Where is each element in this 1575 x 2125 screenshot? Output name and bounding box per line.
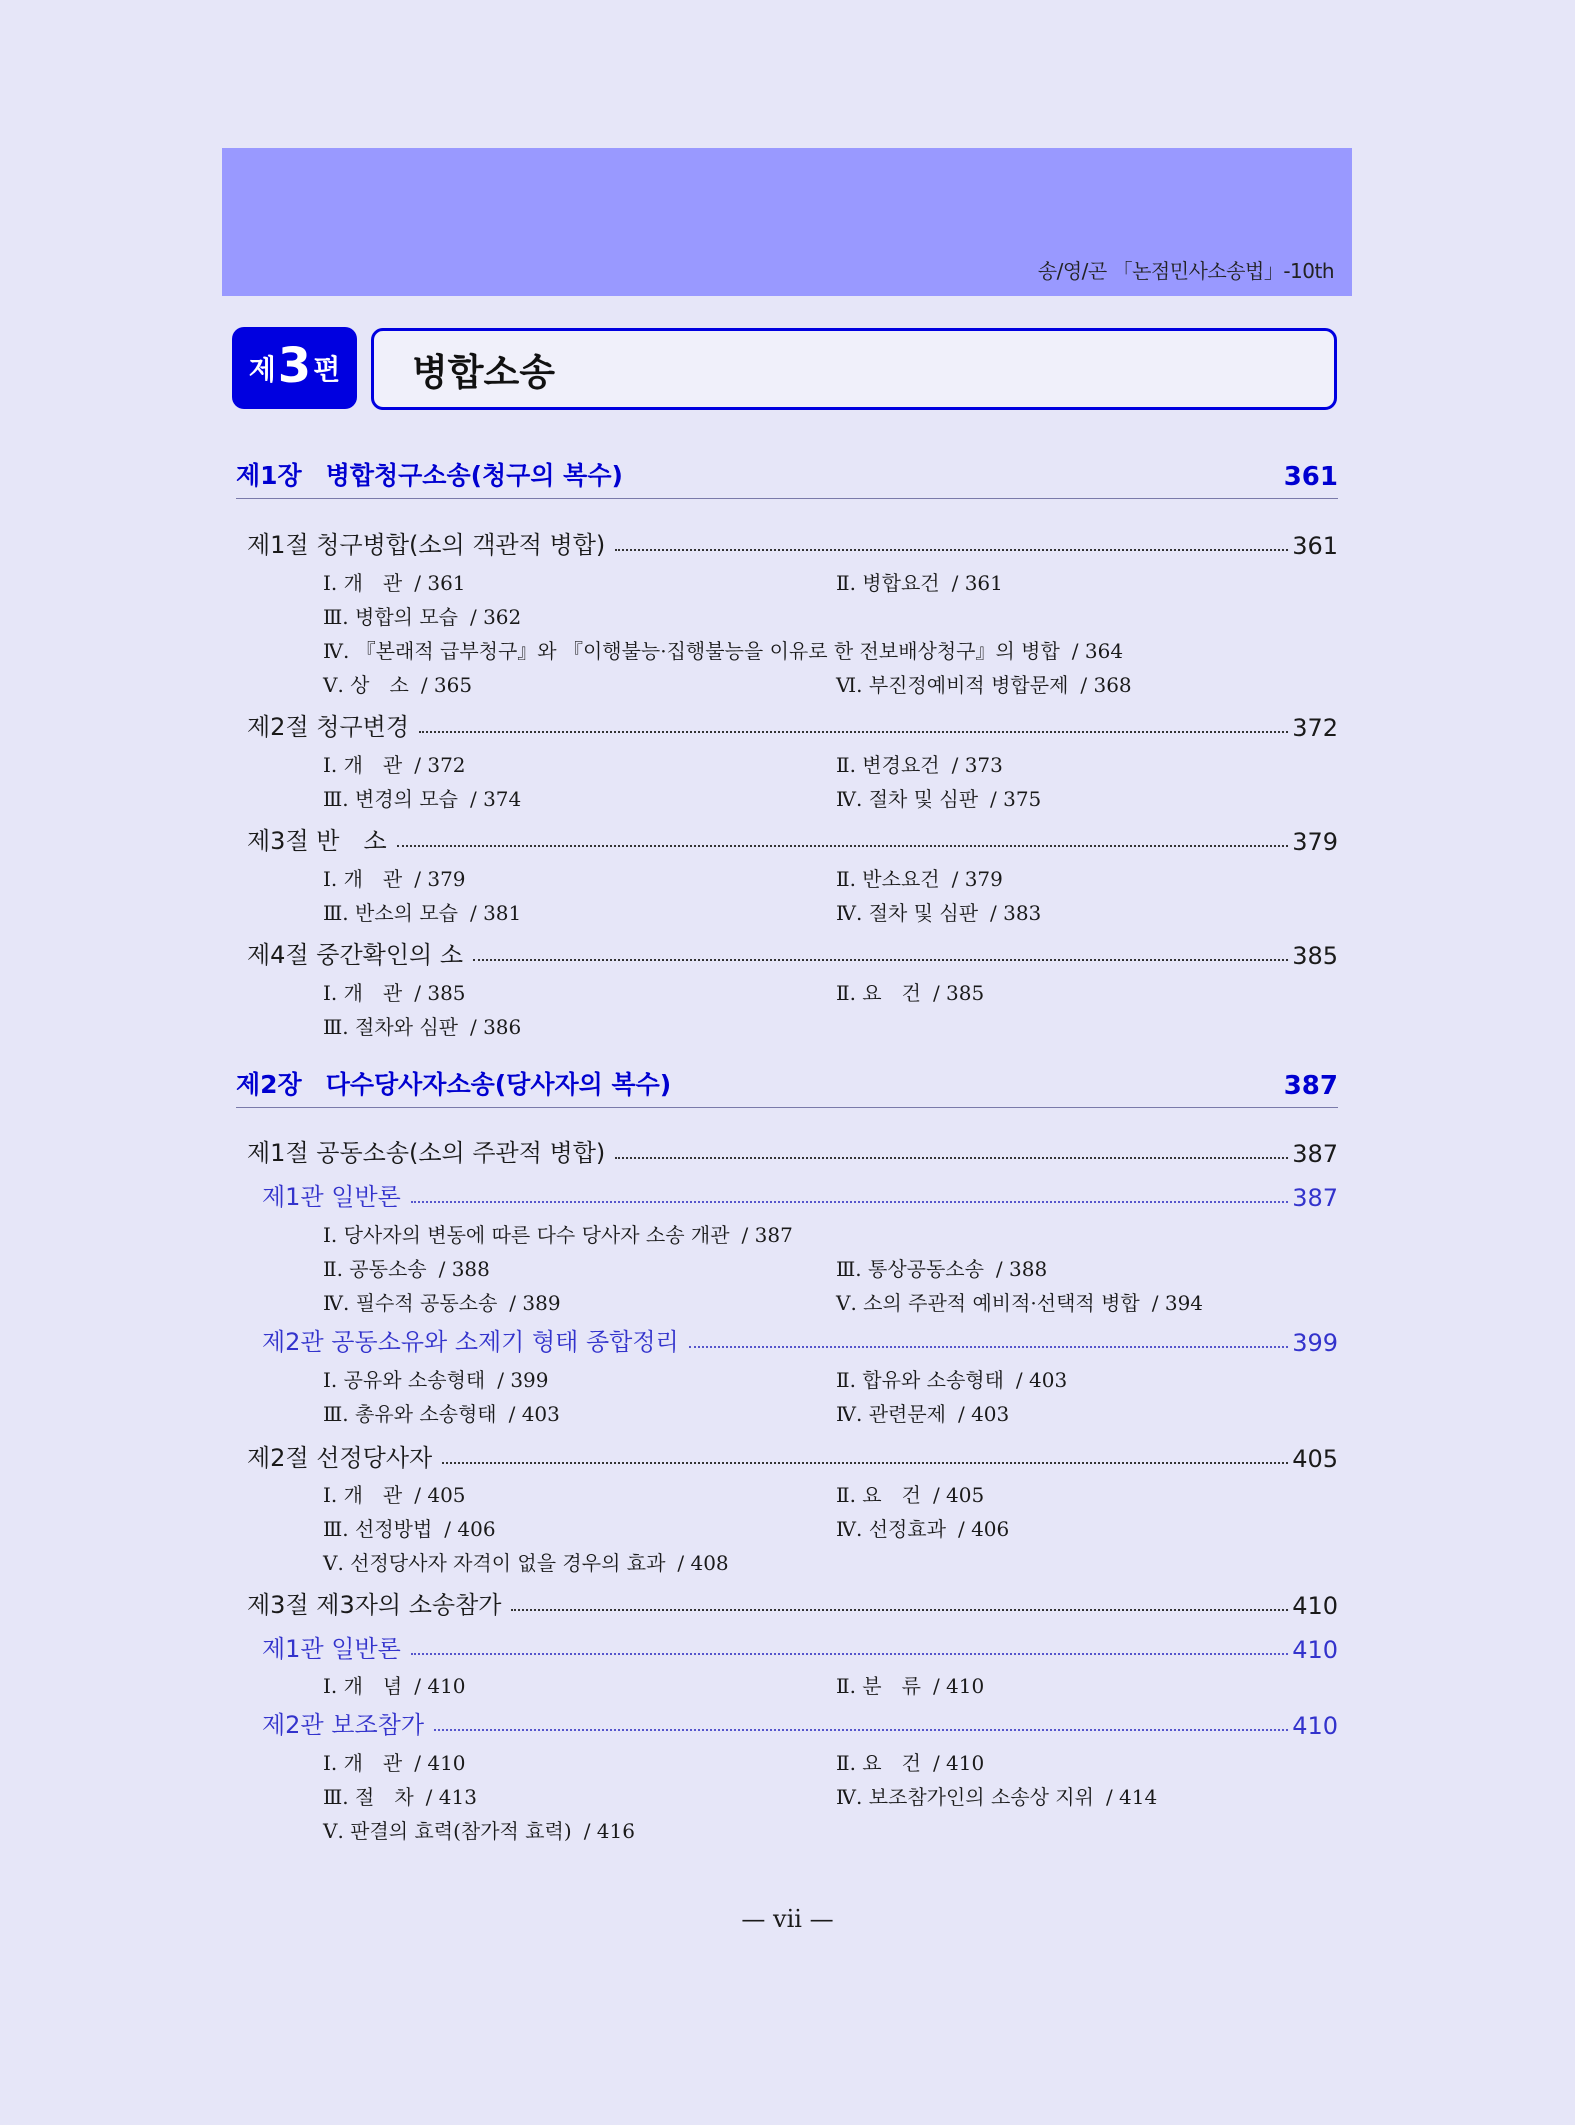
subsection-entry[interactable] [262, 1630, 1338, 1664]
subsection-page: 410 [1292, 1712, 1338, 1740]
part-title-box [371, 328, 1337, 410]
section-title: 제1절 청구병합(소의 객관적 병합) [247, 531, 606, 559]
chapter-number: 제1장 [236, 461, 302, 490]
section-page: 372 [1292, 714, 1338, 742]
section-title: 제1절 공동소송(소의 주관적 병합) [247, 1139, 606, 1167]
item-entry[interactable]: Ⅰ. 개 관 / 405 [323, 1483, 466, 1507]
item-entry[interactable]: Ⅰ. 당사자의 변동에 따른 다수 당사자 소송 개관 / 387 [323, 1223, 793, 1247]
item-entry[interactable]: Ⅰ. 개 관 / 410 [323, 1751, 466, 1775]
item-entry[interactable]: Ⅱ. 변경요건 / 373 [836, 753, 1003, 777]
section-entry[interactable] [247, 822, 1338, 856]
item-entry[interactable]: Ⅰ. 개 관 / 361 [323, 571, 466, 595]
item-entry[interactable]: Ⅲ. 절차와 심판 / 386 [323, 1015, 522, 1039]
part-badge [232, 327, 357, 409]
item-entry[interactable]: Ⅲ. 반소의 모습 / 381 [323, 901, 522, 925]
item-entry[interactable]: Ⅰ. 개 관 / 379 [323, 867, 466, 891]
header-band [222, 148, 1352, 296]
item-entry[interactable]: Ⅳ. 절차 및 심판 / 383 [836, 901, 1042, 925]
item-entry[interactable]: Ⅴ. 선정당사자 자격이 없을 경우의 효과 / 408 [323, 1551, 729, 1575]
item-entry[interactable]: Ⅲ. 변경의 모습 / 374 [323, 787, 522, 811]
item-entry[interactable]: Ⅱ. 합유와 소송형태 / 403 [836, 1368, 1068, 1392]
item-entry[interactable]: Ⅲ. 병합의 모습 / 362 [323, 605, 522, 629]
section-page: 405 [1292, 1445, 1338, 1473]
section-entry[interactable] [247, 1134, 1338, 1168]
chapter-title: 다수당사자소송(당사자의 복수) [325, 1070, 672, 1099]
item-entry[interactable]: Ⅲ. 절 차 / 413 [323, 1785, 477, 1809]
chapter-title: 병합청구소송(청구의 복수) [325, 461, 623, 490]
section-entry[interactable] [247, 1586, 1338, 1620]
section-page: 387 [1292, 1140, 1338, 1168]
section-page: 379 [1292, 828, 1338, 856]
section-title: 제2절 선정당사자 [247, 1444, 433, 1472]
subsection-title: 제2관 공동소유와 소제기 형태 종합정리 [262, 1328, 679, 1356]
item-entry[interactable]: Ⅳ. 『본래적 급부청구』와 『이행불능·집행불능을 이유로 한 전보배상청구』의 병합 / 364 [323, 639, 1124, 663]
section-page: 385 [1292, 942, 1338, 970]
item-entry[interactable]: Ⅲ. 총유와 소송형태 / 403 [323, 1402, 560, 1426]
item-entry[interactable]: Ⅳ. 필수적 공동소송 / 389 [323, 1291, 561, 1315]
item-entry[interactable]: Ⅴ. 판결의 효력(참가적 효력) / 416 [323, 1819, 635, 1843]
item-entry[interactable]: Ⅱ. 분 류 / 410 [836, 1674, 985, 1698]
subsection-entry[interactable] [262, 1323, 1338, 1357]
chapter-page: 361 [1283, 462, 1338, 492]
section-entry[interactable] [247, 1439, 1338, 1473]
item-entry[interactable]: Ⅳ. 보조참가인의 소송상 지위 / 414 [836, 1785, 1158, 1809]
page-number: — vii — [741, 1905, 834, 1933]
part-number: 3 [277, 338, 312, 394]
subsection-title: 제1관 일반론 [262, 1183, 401, 1211]
leader-dots [473, 959, 1288, 961]
item-entry[interactable]: Ⅳ. 선정효과 / 406 [836, 1517, 1010, 1541]
item-entry[interactable]: Ⅰ. 개 관 / 372 [323, 753, 466, 777]
item-entry[interactable]: Ⅵ. 부진정예비적 병합문제 / 368 [836, 673, 1132, 697]
leader-dots [411, 1653, 1288, 1655]
item-entry[interactable]: Ⅰ. 개 관 / 385 [323, 981, 466, 1005]
section-entry[interactable] [247, 708, 1338, 742]
item-entry[interactable]: Ⅱ. 공동소송 / 388 [323, 1257, 490, 1281]
subsection-entry[interactable] [262, 1706, 1338, 1740]
book-title: 송/영/곤 「논점민사소송법」-10th [1037, 259, 1334, 283]
item-entry[interactable]: Ⅱ. 요 건 / 410 [836, 1751, 985, 1775]
subsection-page: 399 [1292, 1329, 1338, 1357]
chapter-2-heading[interactable] [236, 1067, 1338, 1108]
leader-dots [397, 845, 1289, 847]
leader-dots [689, 1346, 1288, 1348]
part-suffix: 편 [313, 353, 341, 386]
item-entry[interactable]: Ⅰ. 개 념 / 410 [323, 1674, 466, 1698]
section-title: 제2절 청구변경 [247, 713, 410, 741]
chapter-1-heading[interactable] [236, 458, 1338, 499]
leader-dots [615, 549, 1288, 551]
subsection-title: 제2관 보조참가 [262, 1711, 425, 1739]
section-title: 제3절 반 소 [247, 827, 387, 855]
leader-dots [419, 731, 1288, 733]
item-entry[interactable]: Ⅳ. 관련문제 / 403 [836, 1402, 1010, 1426]
item-entry[interactable]: Ⅴ. 상 소 / 365 [323, 673, 473, 697]
item-entry[interactable]: Ⅱ. 병합요건 / 361 [836, 571, 1003, 595]
item-entry[interactable]: Ⅲ. 통상공동소송 / 388 [836, 1257, 1048, 1281]
chapter-number: 제2장 [236, 1070, 302, 1099]
chapter-page: 387 [1283, 1071, 1338, 1101]
part-prefix: 제 [248, 353, 276, 386]
leader-dots [615, 1157, 1288, 1159]
section-entry[interactable] [247, 526, 1338, 560]
section-page: 361 [1292, 532, 1338, 560]
item-entry[interactable]: Ⅱ. 요 건 / 405 [836, 1483, 985, 1507]
part-title: 병합소송 [412, 351, 555, 394]
item-entry[interactable]: Ⅰ. 공유와 소송형태 / 399 [323, 1368, 549, 1392]
subsection-page: 387 [1292, 1184, 1338, 1212]
item-entry[interactable]: Ⅲ. 선정방법 / 406 [323, 1517, 496, 1541]
section-entry[interactable] [247, 936, 1338, 970]
leader-dots [411, 1201, 1288, 1203]
item-entry[interactable]: Ⅴ. 소의 주관적 예비적·선택적 병합 / 394 [836, 1291, 1204, 1315]
item-entry[interactable]: Ⅱ. 반소요건 / 379 [836, 867, 1003, 891]
leader-dots [511, 1609, 1288, 1611]
section-title: 제3절 제3자의 소송참가 [247, 1591, 502, 1619]
subsection-title: 제1관 일반론 [262, 1635, 401, 1663]
section-page: 410 [1292, 1592, 1338, 1620]
leader-dots [442, 1462, 1288, 1464]
section-title: 제4절 중간확인의 소 [247, 941, 463, 969]
leader-dots [434, 1729, 1288, 1731]
item-entry[interactable]: Ⅱ. 요 건 / 385 [836, 981, 985, 1005]
item-entry[interactable]: Ⅳ. 절차 및 심판 / 375 [836, 787, 1042, 811]
subsection-entry[interactable] [262, 1178, 1338, 1212]
subsection-page: 410 [1292, 1636, 1338, 1664]
